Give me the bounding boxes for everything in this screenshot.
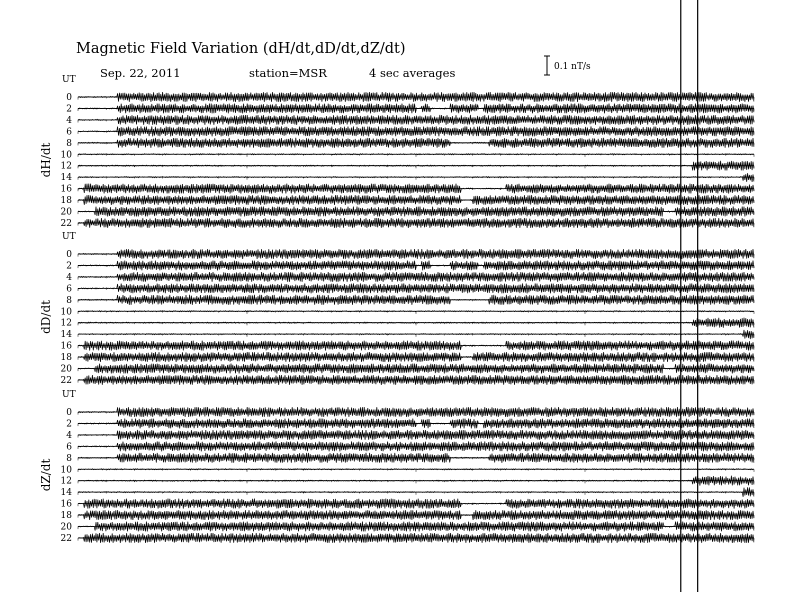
trace-row xyxy=(66,441,754,452)
ut-label: UT xyxy=(62,390,76,400)
waveform-trace xyxy=(78,441,754,451)
trace-row xyxy=(61,330,754,340)
row-label: 20 xyxy=(60,522,72,533)
trace-row xyxy=(61,307,754,317)
row-label: 10 xyxy=(60,150,72,161)
waveform-trace xyxy=(78,330,754,339)
trace-row xyxy=(61,184,754,195)
waveform-trace xyxy=(78,510,754,520)
chart-title: Magnetic Field Variation (dH/dt,dD/dt,dZ/dt) xyxy=(76,41,406,57)
trace-row xyxy=(66,295,754,306)
waveform-trace xyxy=(78,476,754,486)
row-label: 4 xyxy=(66,430,72,441)
trace-row xyxy=(61,218,754,229)
row-label: 12 xyxy=(60,318,72,329)
waveform-trace xyxy=(78,272,754,282)
row-label: 8 xyxy=(66,453,72,464)
waveform-trace xyxy=(78,283,754,293)
trace-row xyxy=(61,195,754,206)
trace-row xyxy=(61,533,754,544)
trace-row xyxy=(61,173,754,183)
trace-row xyxy=(66,261,754,272)
row-label: 8 xyxy=(66,295,72,306)
waveform-trace xyxy=(78,249,754,259)
row-label: 16 xyxy=(60,184,72,195)
trace-row xyxy=(66,126,754,137)
ut-label: UT xyxy=(62,75,76,85)
row-label: 16 xyxy=(60,499,72,510)
waveform-trace xyxy=(78,115,754,125)
trace-row xyxy=(61,375,754,386)
row-label: 20 xyxy=(60,207,72,218)
panel-ylabel: dD/dt xyxy=(39,300,53,334)
row-label: 16 xyxy=(60,341,72,352)
row-label: 14 xyxy=(60,488,72,499)
trace-row xyxy=(66,453,754,464)
trace-row xyxy=(66,249,754,260)
waveform-trace xyxy=(78,364,754,374)
trace-row xyxy=(61,207,754,218)
date-label: Sep. 22, 2011 xyxy=(100,66,181,80)
trace-row xyxy=(66,115,754,126)
trace-row xyxy=(66,138,754,149)
row-label: 22 xyxy=(60,533,72,544)
waveform-trace xyxy=(78,126,754,136)
trace-row xyxy=(66,430,754,441)
row-label: 0 xyxy=(66,408,72,418)
waveform-trace xyxy=(78,161,754,171)
waveform-trace xyxy=(78,487,754,497)
averaging-label: 4 sec averages xyxy=(369,66,456,80)
waveform-trace xyxy=(78,499,754,509)
trace-row xyxy=(61,499,754,510)
trace-row xyxy=(66,283,754,294)
panel-dH-dt xyxy=(39,75,754,229)
panel-dZ-dt xyxy=(39,390,754,544)
trace-row xyxy=(61,465,754,475)
row-label: 0 xyxy=(66,93,72,103)
panel-dD-dt xyxy=(39,232,754,386)
row-label: 14 xyxy=(60,330,72,341)
waveform-trace xyxy=(78,295,754,305)
station-label: station=MSR xyxy=(249,66,327,80)
trace-row xyxy=(61,476,754,487)
trace-row xyxy=(61,161,754,172)
trace-row xyxy=(61,364,754,375)
row-label: 4 xyxy=(66,272,72,283)
row-label: 6 xyxy=(66,284,72,295)
row-label: 22 xyxy=(60,375,72,386)
trace-row xyxy=(61,318,754,329)
row-label: 12 xyxy=(60,476,72,487)
row-label: 0 xyxy=(66,250,72,260)
waveform-trace xyxy=(78,218,754,228)
row-label: 14 xyxy=(60,173,72,184)
trace-row xyxy=(61,522,754,533)
trace-row xyxy=(66,92,754,103)
waveform-trace xyxy=(78,375,754,385)
ut-label: UT xyxy=(62,232,76,242)
trace-row xyxy=(66,407,754,418)
waveform-trace xyxy=(78,352,754,362)
row-label: 18 xyxy=(60,353,72,364)
row-label: 6 xyxy=(66,442,72,453)
scale-bar xyxy=(544,56,591,75)
row-label: 18 xyxy=(60,511,72,522)
panels xyxy=(39,75,754,544)
panel-ylabel: dZ/dt xyxy=(39,458,53,492)
scale-label: 0.1 nT/s xyxy=(554,62,591,72)
trace-row xyxy=(66,104,754,115)
waveform-trace xyxy=(78,341,754,351)
waveform-trace xyxy=(78,184,754,194)
row-label: 22 xyxy=(60,218,72,229)
row-label: 10 xyxy=(60,465,72,476)
waveform-trace xyxy=(78,453,754,463)
row-label: 4 xyxy=(66,115,72,126)
waveform-trace xyxy=(78,138,754,148)
waveform-trace xyxy=(78,533,754,543)
trace-row xyxy=(61,510,754,521)
waveform-trace xyxy=(78,430,754,440)
trace-row xyxy=(61,487,754,498)
panel-ylabel: dH/dt xyxy=(39,142,53,178)
row-label: 2 xyxy=(66,104,72,115)
trace-row xyxy=(66,419,754,430)
trace-row xyxy=(61,352,754,363)
row-label: 8 xyxy=(66,138,72,149)
row-label: 2 xyxy=(66,419,72,430)
waveform-trace xyxy=(78,92,754,102)
row-label: 10 xyxy=(60,307,72,318)
trace-row xyxy=(66,272,754,283)
trace-row xyxy=(61,341,754,352)
waveform-trace xyxy=(78,407,754,417)
row-label: 2 xyxy=(66,261,72,272)
row-label: 6 xyxy=(66,127,72,138)
trace-row xyxy=(61,150,754,160)
row-label: 20 xyxy=(60,364,72,375)
waveform-trace xyxy=(78,195,754,205)
row-label: 18 xyxy=(60,196,72,207)
row-label: 12 xyxy=(60,161,72,172)
waveform-trace xyxy=(78,318,754,328)
waveform-trace xyxy=(78,522,754,532)
waveform-trace xyxy=(78,207,754,217)
